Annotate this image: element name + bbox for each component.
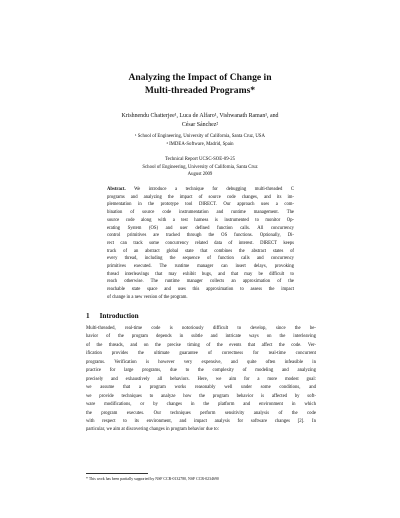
abstract-line: control primitives are tracked through the OS functions. Optionally, Di- xyxy=(107,233,294,239)
abstract-line: primitives executed. The runtime manager can insert delays, provoking xyxy=(107,264,294,270)
body-line: the program executes. Our techniques perform sensitivity analysis of the code xyxy=(86,410,316,416)
abstract-line: every thread, including the sequence of function calls and concurrency xyxy=(107,256,294,262)
abstract-line: rect can track some concurrency related data of interest. DIRECT keeps xyxy=(107,240,294,246)
body-line: with respect to its environment, and impact analysis for software changes [2]. In xyxy=(86,418,316,424)
abstract-line: reachable state space and uses this approximation to assess the impact xyxy=(107,287,294,293)
title-line-2: Multi-threaded Programs* xyxy=(144,84,256,96)
section-heading xyxy=(86,312,139,320)
body-line: we assume that a program works reasonably well under some conditions, and xyxy=(86,385,316,391)
introduction-text xyxy=(86,325,316,435)
abstract xyxy=(107,186,294,302)
abstract-line: erating System (OS) and user defined function calls. All concurrency xyxy=(107,225,294,231)
footnote: * This work has been partially supported by NSF CCR-0132780, NSF CCR-0234690 xyxy=(86,477,219,481)
body-line: ware modifications, or by changes in the platform and environment in which xyxy=(86,402,316,408)
body-line: havior of the program depends in subtle and intricate ways on the interleaving xyxy=(86,334,316,340)
section-number: 1 xyxy=(86,312,90,320)
tech-report-date: August 2009 xyxy=(187,172,213,177)
abstract-line: reach otherwise. The runtime manager collects an approximation of the xyxy=(107,279,294,285)
abstract-line: source code along with a test harness is instrumented to monitor Op- xyxy=(107,217,294,223)
body-line: Multi-threaded, real-time code is notoriously difficult to develop, since the be- xyxy=(86,326,316,331)
affiliation-1: ¹ School of Engineering, University of California, Santa Cruz, USA xyxy=(135,134,265,139)
abstract-line: programs and analyzing the impact of source code changes, and its im- xyxy=(107,194,294,200)
title-line-1: Analyzing the Impact of Change in xyxy=(128,72,272,83)
authors-line-1: Krishnendu Chatterjee¹, Luca de Alfaro¹, Vishwanath Raman¹, and xyxy=(121,113,279,119)
abstract-line: plementation in the prototype tool DIRECT. Our approach uses a com- xyxy=(107,202,294,208)
affiliation-2: ² IMDEA-Software, Madrid, Spain xyxy=(166,141,234,147)
body-line: particular, we aim at discovering changes in program behavior due to: xyxy=(86,427,219,433)
abstract-line: of change in a new version of the program. xyxy=(107,294,188,300)
affiliations xyxy=(0,133,400,148)
body-line: programs. Verification is however very expensive, and quite often infeasible in xyxy=(86,359,316,365)
body-line: ification provides the ultimate guarantee of correctness for real-time concurrent xyxy=(86,351,316,357)
footnote-rule xyxy=(86,473,148,474)
tech-report-number: Technical Report UCSC-SOE-09-25 xyxy=(164,157,235,162)
tech-report-info xyxy=(0,156,400,179)
body-line: practice for large programs, due to the complexity of modeling and analyzing xyxy=(86,368,316,374)
author-list xyxy=(0,112,400,129)
authors-line-2: César Sánchez² xyxy=(181,121,219,128)
abstract-line: bination of source code instrumentation and runtime management. The xyxy=(107,210,294,216)
paper-title xyxy=(0,72,400,97)
abstract-text: We introduce a technique for debugging multi-threaded C xyxy=(134,187,295,192)
body-line: of the threads, and on the precise timing of the events that affect the code. Ver- xyxy=(86,342,316,348)
abstract-line: thread interleavings that may exhibit bugs, and that may be difficult to xyxy=(107,271,294,277)
tech-report-school: School of Engineering, University of California, Santa Cruz xyxy=(142,164,258,170)
section-title: Introduction xyxy=(99,312,139,320)
body-line: we provide techniques to analyze how the program behavior is affected by soft- xyxy=(86,393,316,399)
abstract-line xyxy=(107,186,294,194)
body-line: precisely and exhaustively all behaviors. Here, we aim for a more modest goal: xyxy=(86,376,316,382)
abstract-label: Abstract. xyxy=(107,187,126,192)
abstract-line: track of an abstract global state that combines the abstract states of xyxy=(107,248,294,254)
